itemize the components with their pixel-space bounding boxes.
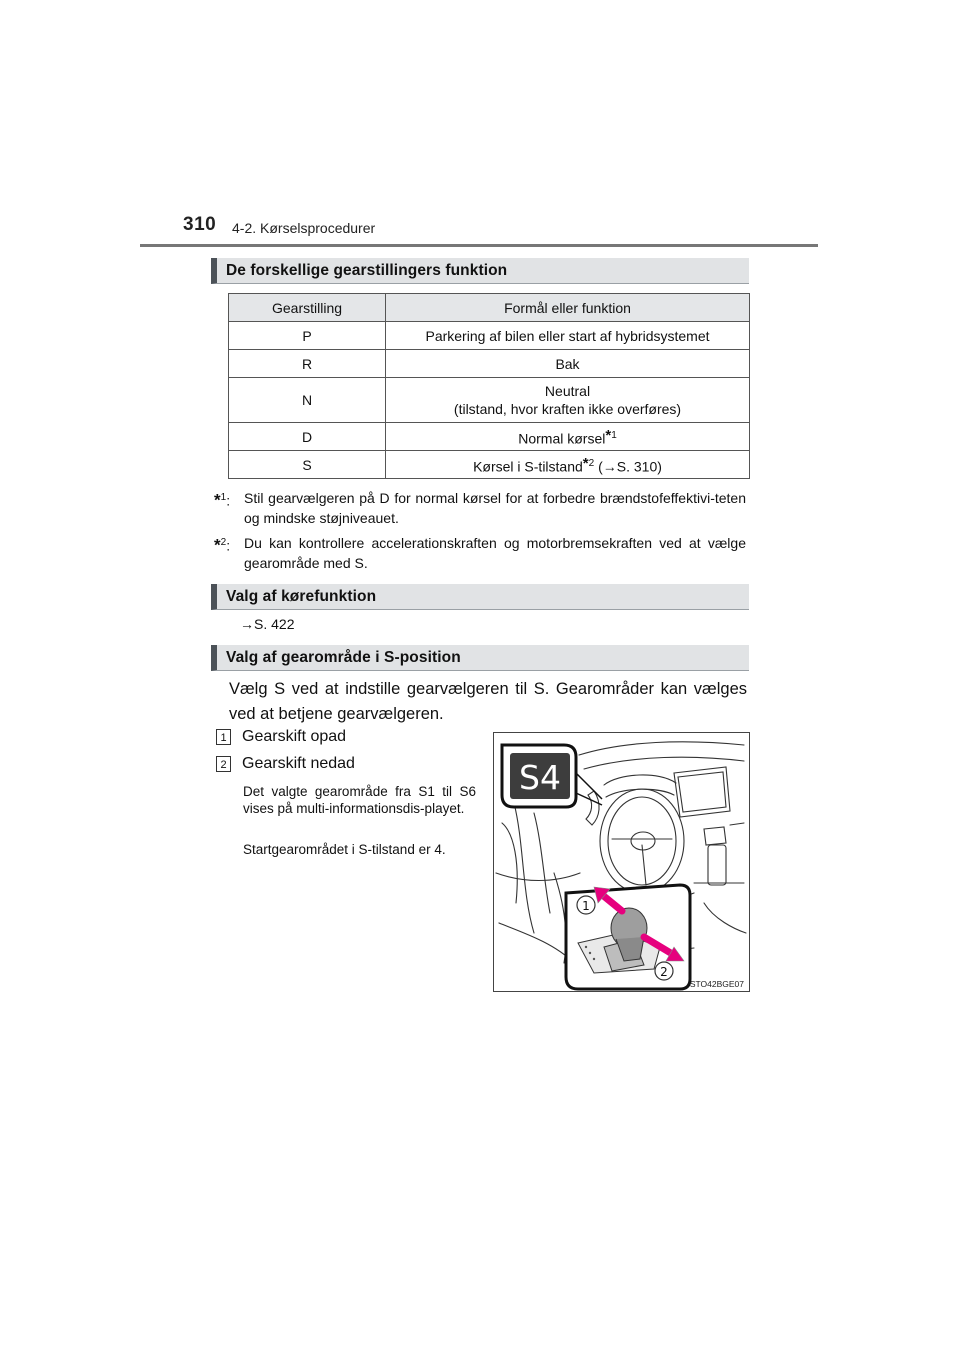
callout-number-2: 2	[660, 965, 668, 979]
s4-display-callout	[502, 745, 602, 807]
footnote-marker: *1	[605, 426, 617, 444]
gear-shift-illustration	[493, 732, 750, 992]
table-cell-function	[386, 423, 750, 451]
section-heading-s-range	[211, 645, 749, 671]
shift-lever-inset	[566, 885, 690, 989]
table-header-row	[229, 294, 750, 322]
table-header-cell: Gearstilling	[229, 294, 386, 322]
intro-paragraph: Vælg S ved at indstille gearvælgeren til S. Gearområder kan vælges ved at betjene gearvælgeren.	[229, 680, 747, 723]
s4-display-text: S4	[519, 758, 561, 797]
footnote-number: 2	[220, 537, 227, 548]
footnote-number: 2	[588, 457, 595, 469]
table-cell-function	[386, 378, 750, 423]
section-heading-gear-functions	[211, 258, 749, 284]
description-text: Det valgte gearområde fra S1 til S6 vises på multi-informationsdis-playet.	[243, 784, 476, 816]
footnote-text: Du kan kontrollere accelerationskraften og motorbremsekraften ved at vælge gearområde med S.	[244, 535, 746, 571]
table-row	[229, 451, 750, 479]
item-number-box: 2	[216, 756, 231, 772]
table-row	[229, 350, 750, 378]
function-line: Neutral	[544, 383, 591, 399]
description-text: Startgearområdet i S-tilstand er 4.	[243, 842, 446, 857]
item-label: Gearskift nedad	[242, 755, 355, 772]
function-text: Kørsel i S-tilstand	[473, 458, 583, 475]
page-number: 310	[183, 214, 217, 235]
footnote-number: 1	[611, 429, 617, 441]
page-reference: (→S. 310)	[598, 458, 662, 475]
gear-positions-table	[228, 293, 750, 479]
chapter-title: 4-2. Kørselsprocedurer	[232, 220, 376, 236]
footnote-mark: *$^1$:	[214, 490, 231, 510]
table-cell-position: S	[229, 451, 386, 479]
footnote-2	[214, 533, 754, 577]
item-label: Gearskift opad	[242, 728, 347, 745]
item-number-box: 1	[216, 729, 231, 745]
table-row	[229, 322, 750, 350]
table-header-cell: Formål eller funktion	[386, 294, 750, 322]
table-row	[229, 423, 750, 451]
section-heading-text: Valg af gearområde i S-position	[226, 649, 461, 666]
footnote-1	[214, 488, 754, 532]
section-heading-drive-mode	[211, 584, 749, 610]
footnote-text: Stil gearvælgeren på D for normal kørsel for at forbedre brændstofeffektivi-teten og mindske støjniveauet.	[244, 490, 746, 526]
function-line: (tilstand, hvor kraften ikke overføres)	[453, 401, 682, 417]
function-text: Normal kørsel	[518, 430, 606, 447]
table-cell-position: N	[229, 378, 386, 423]
table-cell-function	[386, 451, 750, 479]
table-cell-function: Bak	[386, 350, 750, 378]
table-cell-position: P	[229, 322, 386, 350]
illustration-drawing	[494, 733, 749, 991]
section-heading-text: Valg af kørefunktion	[226, 588, 377, 605]
callout-number-1: 1	[582, 899, 590, 913]
footnote-mark: *$^2$:	[214, 535, 231, 555]
section-heading-text: De forskellige gearstillingers funktion	[226, 262, 508, 279]
footnote-marker: *2	[582, 454, 595, 472]
illustration-code: STO42BGE07	[689, 979, 744, 989]
footnote-number: 1	[220, 492, 227, 503]
header-rule	[140, 244, 818, 247]
table-cell-position: D	[229, 423, 386, 451]
page-reference[interactable]: →S. 422	[240, 616, 295, 632]
table-cell-position: R	[229, 350, 386, 378]
table-row	[229, 378, 750, 423]
table-cell-function: Parkering af bilen eller start af hybridsystemet	[386, 322, 750, 350]
